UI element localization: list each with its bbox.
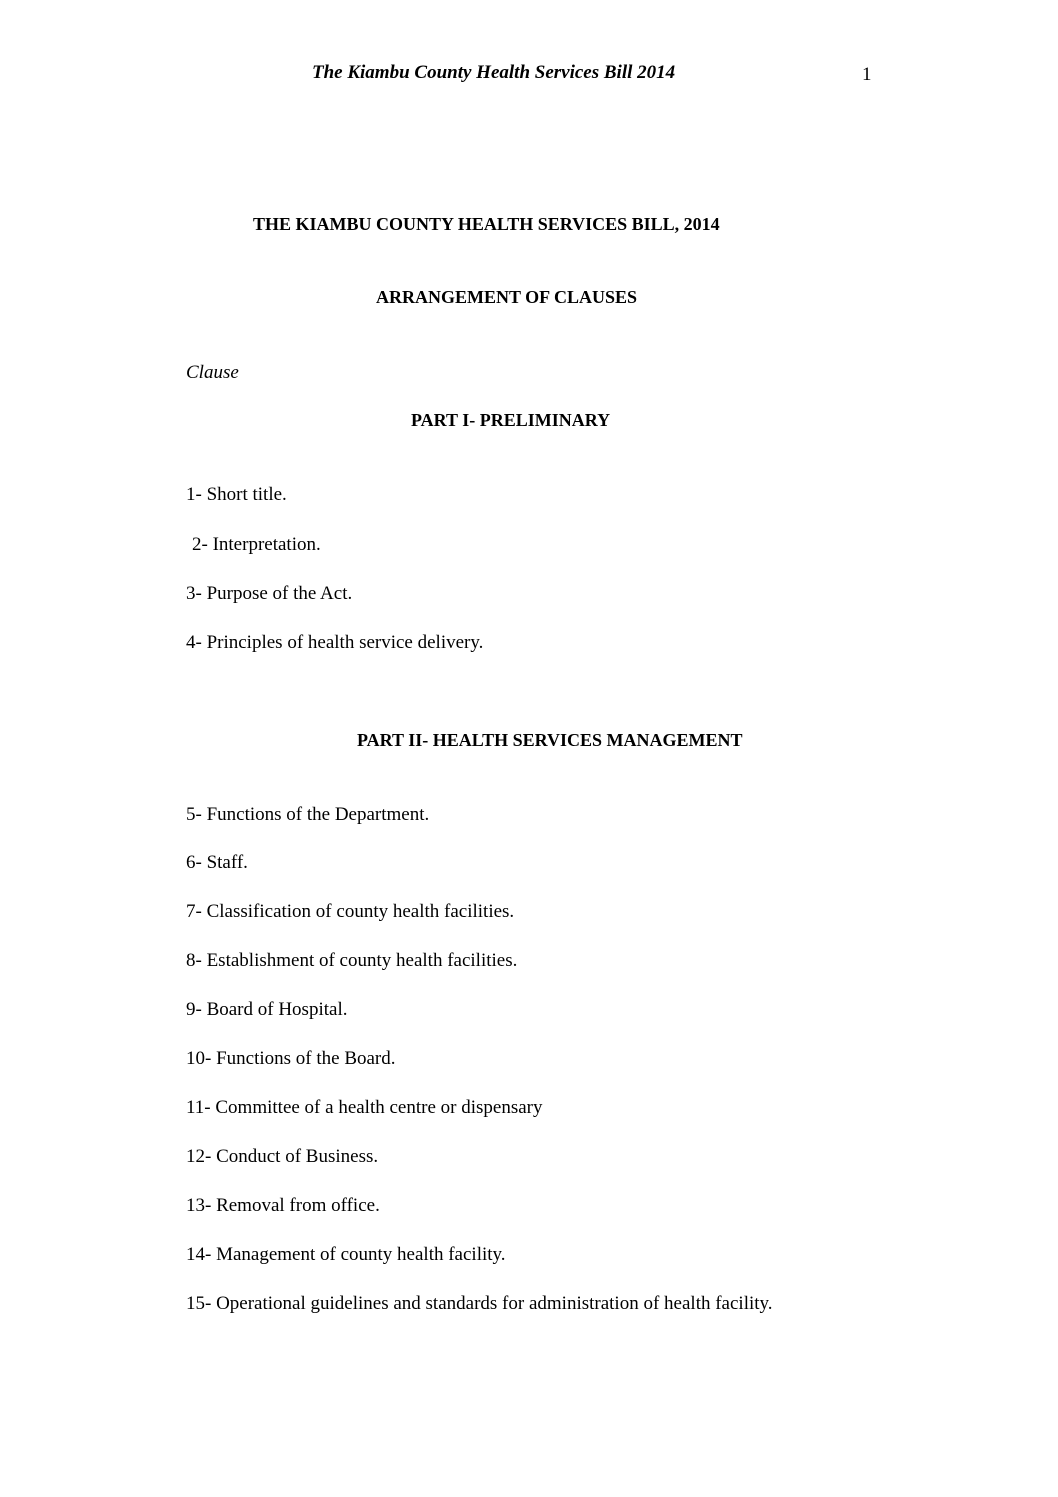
clause-item: 3- Purpose of the Act. [186,583,353,604]
clause-item: 8- Establishment of county health facilities. [186,950,518,971]
clause-item: 13- Removal from office. [186,1195,380,1216]
clause-item: 2- Interpretation. [192,534,321,555]
clause-item: 5- Functions of the Department. [186,804,430,825]
clause-item: 1- Short title. [186,484,287,505]
document-title: THE KIAMBU COUNTY HEALTH SERVICES BILL, 2014 [253,214,720,234]
clause-item: 11- Committee of a health centre or dispensary [186,1097,543,1118]
clause-item: 6- Staff. [186,852,248,873]
running-header-title: The Kiambu County Health Services Bill 2014 [312,62,676,83]
clause-item: 10- Functions of the Board. [186,1048,396,1069]
clause-item: 12- Conduct of Business. [186,1146,379,1167]
clause-item: 4- Principles of health service delivery. [186,632,484,653]
clause-item: 15- Operational guidelines and standards for administration of health facility. [186,1293,773,1314]
part-heading: PART I- PRELIMINARY [411,410,611,430]
clause-item: 14- Management of county health facility. [186,1244,506,1265]
clause-item: 9- Board of Hospital. [186,999,348,1020]
document-subtitle: ARRANGEMENT OF CLAUSES [376,287,638,307]
clause-item: 7- Classification of county health facilities. [186,901,515,922]
page-number: 1 [862,64,872,85]
clause-column-label: Clause [186,362,239,383]
part-heading: PART II- HEALTH SERVICES MANAGEMENT [357,730,743,750]
